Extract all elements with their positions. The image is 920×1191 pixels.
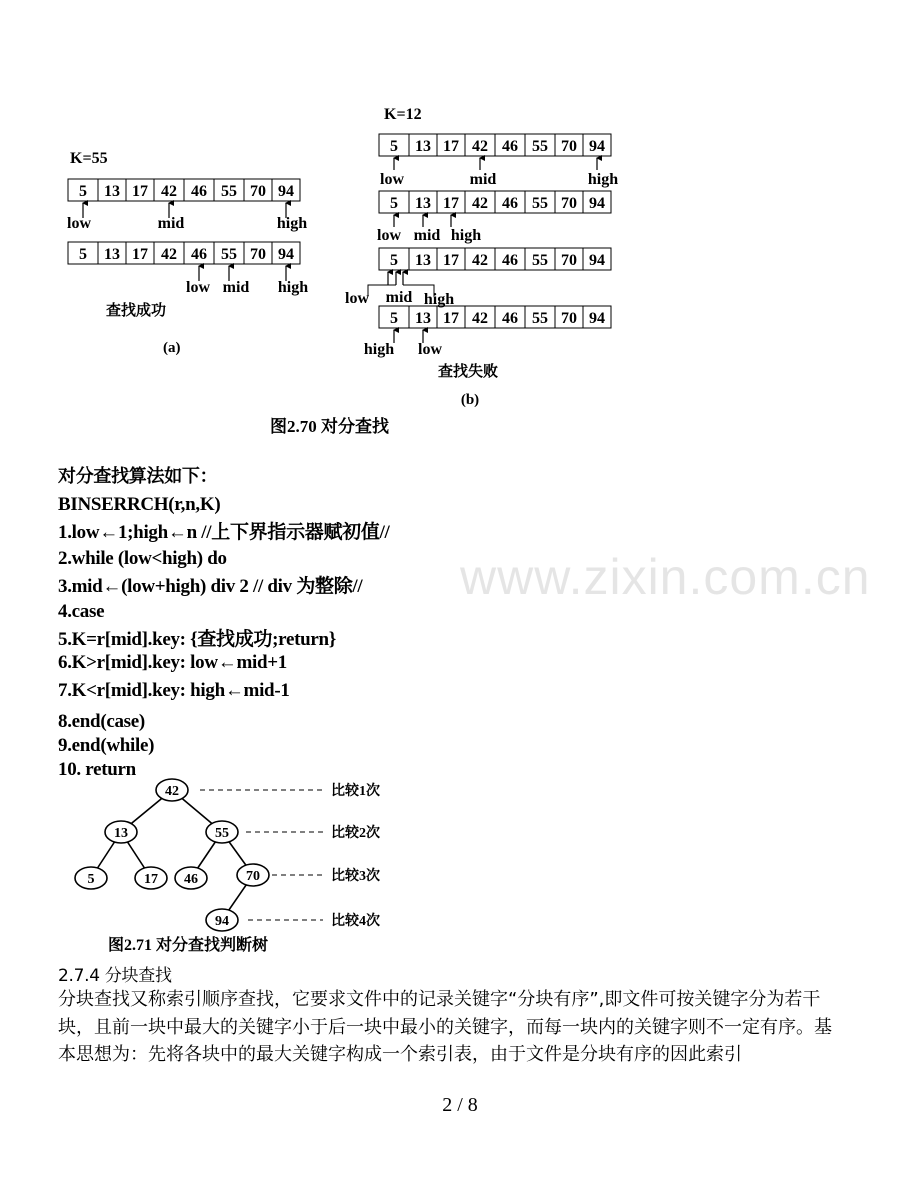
array-cell: 17	[132, 183, 148, 200]
array-cell: 46	[502, 195, 518, 212]
array-cell: 5	[79, 246, 87, 263]
figure-a	[67, 150, 308, 356]
array-cell: 94	[589, 138, 605, 155]
array-cell: 46	[502, 252, 518, 269]
pointer-label: high	[277, 279, 309, 296]
pointer-label: mid	[469, 171, 497, 188]
array-cell: 17	[443, 195, 459, 212]
array-cell: 17	[132, 246, 148, 263]
array-cell: 46	[502, 138, 518, 155]
level-label: 比较1次	[331, 784, 380, 799]
tree-node-label: 17	[144, 872, 158, 887]
array-cell: 5	[390, 195, 398, 212]
array-cell: 13	[415, 195, 431, 212]
tree-node-label: 70	[246, 869, 260, 884]
array-cell: 13	[415, 252, 431, 269]
array-cell: 13	[415, 138, 431, 155]
algorithm-line: 5.K=r[mid].key: {查找成功;return}	[58, 629, 336, 650]
array-cell: 70	[561, 138, 577, 155]
tree-node-label: 42	[165, 784, 179, 799]
algorithm-line: 6.K>r[mid].key: low←mid+1	[58, 652, 287, 673]
array-cell: 55	[221, 183, 237, 200]
array-cell: 42	[472, 310, 488, 327]
page-number: 2 / 8	[442, 1094, 478, 1116]
array-cell: 94	[278, 183, 294, 200]
array-cell: 55	[532, 310, 548, 327]
array-cell: 46	[191, 246, 207, 263]
array-cell: 42	[472, 252, 488, 269]
pointer-label: high	[423, 291, 455, 308]
array-cell: 13	[104, 183, 120, 200]
array-cell: 17	[443, 310, 459, 327]
array-cell: 70	[561, 252, 577, 269]
array-cell: 46	[502, 310, 518, 327]
pointer-label: mid	[157, 215, 185, 232]
level-label: 比较3次	[331, 869, 380, 884]
result-caption: 查找失败	[438, 364, 499, 380]
pointer-label: mid	[222, 279, 250, 296]
array-cell: 94	[589, 310, 605, 327]
array-cell: 70	[250, 183, 266, 200]
tree-node-label: 94	[215, 914, 229, 929]
array-cell: 70	[561, 310, 577, 327]
array-cell: 5	[390, 252, 398, 269]
array-cell: 94	[589, 195, 605, 212]
array-cell: 70	[561, 195, 577, 212]
array-cell: 17	[443, 252, 459, 269]
array-cell: 55	[221, 246, 237, 263]
pointer-label: low	[67, 215, 91, 232]
subfigure-label: (a)	[163, 340, 181, 356]
section-paragraph: 分块查找又称索引顺序查找，它要求文件中的记录关键字“分块有序”,即文件可按关键字分为若干块，且前一块中最大的关键字小于后一块中最小的关键字，而每一块内的关键字则不一定有序。基本思想为：先将各块中的最大关键字构成一个索引表，由于文件是分块有序的因此索引	[58, 989, 832, 1065]
pointer-label: high	[276, 215, 308, 232]
array-cell: 94	[589, 252, 605, 269]
array-cell: 5	[390, 310, 398, 327]
array-cell: 5	[390, 138, 398, 155]
array-cell: 13	[104, 246, 120, 263]
pointer-label: mid	[413, 227, 441, 244]
algorithm-line: 9.end(while)	[58, 735, 155, 756]
array-cell: 70	[250, 246, 266, 263]
result-caption: 查找成功	[106, 303, 167, 319]
array-cell: 5	[79, 183, 87, 200]
algorithm-line: 4.case	[58, 601, 105, 622]
algorithm-line: 1.low←1;high←n //上下界指示器赋初值//	[58, 522, 390, 543]
pointer-label: low	[377, 227, 401, 244]
array-cell: 17	[443, 138, 459, 155]
level-label: 比较2次	[331, 826, 380, 841]
tree-node-label: 55	[215, 826, 229, 841]
array-cell: 55	[532, 195, 548, 212]
subfigure-label: (b)	[460, 392, 480, 408]
array-cell: 42	[161, 246, 177, 263]
algorithm-line: 2.while (low<high) do	[58, 548, 227, 569]
level-label: 比较4次	[331, 914, 380, 929]
algorithm-line: 3.mid←(low+high) div 2 // div 为整除//	[58, 576, 363, 597]
array-cell: 13	[415, 310, 431, 327]
algorithm-line: 10. return	[58, 759, 136, 780]
tree-node-label: 46	[184, 872, 198, 887]
pointer-label: high	[587, 171, 619, 188]
tree-caption: 图2.71 对分查找判断树	[108, 937, 269, 954]
pointer-label: high	[363, 341, 395, 358]
k-label: K=12	[384, 106, 422, 123]
decision-tree	[75, 779, 380, 931]
algorithm-line: 8.end(case)	[58, 711, 145, 732]
pointer-label: low	[380, 171, 404, 188]
pointer-label: low	[186, 279, 210, 296]
array-cell: 42	[472, 195, 488, 212]
array-cell: 42	[472, 138, 488, 155]
tree-node-label: 5	[87, 872, 95, 887]
pointer-label: low	[345, 290, 369, 307]
pointer-label: high	[450, 227, 482, 244]
k-label: K=55	[70, 150, 108, 167]
array-cell: 42	[161, 183, 177, 200]
array-cell: 55	[532, 138, 548, 155]
algorithm-line: 7.K<r[mid].key: high←mid-1	[58, 680, 290, 701]
figure-title: 图2.70 对分查找	[270, 417, 389, 436]
section-heading: 2.7.4 分块查找	[58, 966, 172, 986]
array-cell: 46	[191, 183, 207, 200]
algorithm-line: BINSERRCH(r,n,K)	[58, 494, 221, 515]
array-cell: 94	[278, 246, 294, 263]
algorithm-intro: 对分查找算法如下：	[58, 466, 218, 487]
figure-b	[345, 106, 618, 408]
tree-node-label: 13	[114, 826, 128, 841]
watermark: www.zixin.com.cn	[460, 549, 871, 605]
pointer-label: mid	[385, 289, 413, 306]
array-cell: 55	[532, 252, 548, 269]
pointer-label: low	[418, 341, 442, 358]
